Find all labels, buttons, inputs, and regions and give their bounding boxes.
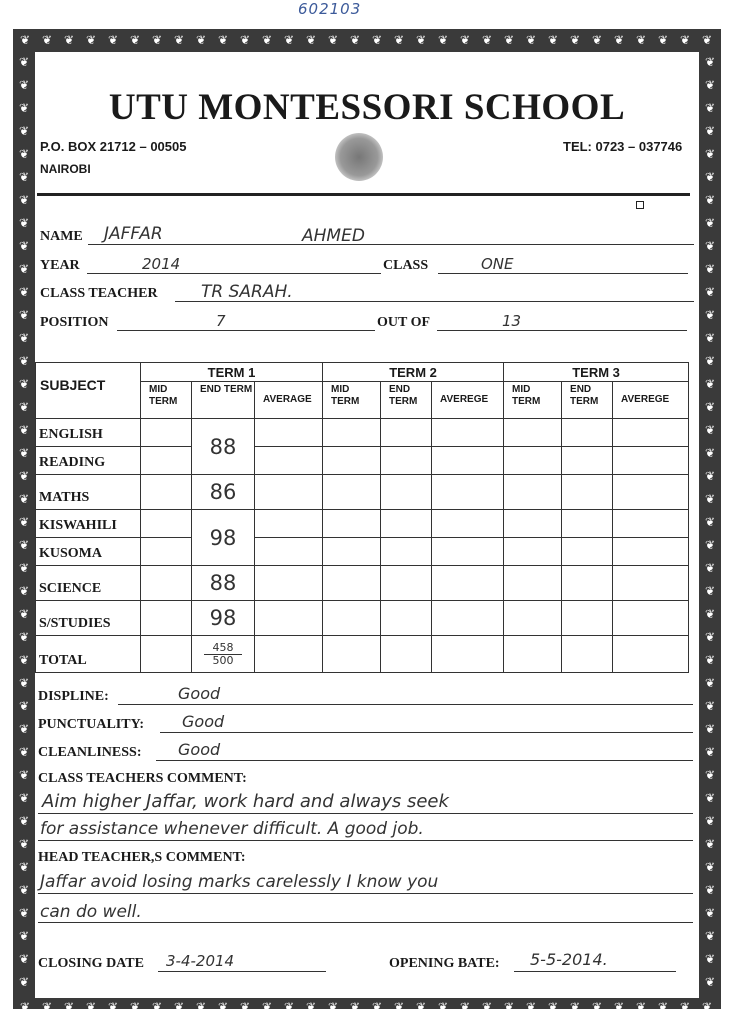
comment-line bbox=[38, 840, 693, 841]
vine-ornament-icon: ❦ bbox=[86, 33, 97, 47]
name-label: NAME bbox=[40, 229, 83, 244]
vine-ornament-icon: ❦ bbox=[705, 216, 716, 230]
vine-ornament-icon: ❦ bbox=[702, 33, 713, 47]
vine-ornament-icon: ❦ bbox=[19, 676, 30, 690]
t3-mid-term: MID TERM bbox=[504, 382, 562, 419]
vine-ornament-icon: ❦ bbox=[19, 193, 30, 207]
vine-ornament-icon: ❦ bbox=[19, 768, 30, 782]
table-row bbox=[36, 636, 689, 673]
closing-date-value: 3-4-2014 bbox=[166, 952, 235, 970]
subject-kusoma: KUSOMA bbox=[36, 538, 141, 566]
vine-ornament-icon: ❦ bbox=[19, 101, 30, 115]
subject-total: TOTAL bbox=[36, 636, 141, 673]
vine-ornament-icon: ❦ bbox=[284, 1000, 295, 1014]
vine-ornament-icon: ❦ bbox=[19, 745, 30, 759]
vine-ornament-icon: ❦ bbox=[705, 837, 716, 851]
city: NAIROBI bbox=[40, 162, 91, 176]
score-kiswahili-kusoma: 98 bbox=[192, 510, 255, 566]
vine-ornament-icon: ❦ bbox=[705, 423, 716, 437]
total-denominator: 500 bbox=[212, 653, 234, 667]
vine-ornament-icon: ❦ bbox=[328, 1000, 339, 1014]
vine-ornament-icon: ❦ bbox=[372, 1000, 383, 1014]
vine-ornament-icon: ❦ bbox=[482, 1000, 493, 1014]
vine-ornament-icon: ❦ bbox=[705, 768, 716, 782]
subject-maths: MATHS bbox=[36, 475, 141, 510]
total-numerator: 458 bbox=[204, 642, 242, 655]
school-name: UTU MONTESSORI SCHOOL bbox=[108, 87, 626, 128]
vine-ornament-icon: ❦ bbox=[108, 1000, 119, 1014]
vine-ornament-icon: ❦ bbox=[705, 722, 716, 736]
class-teacher-comment-line-1: Aim higher Jaffar, work hard and always seek bbox=[42, 791, 449, 812]
vine-ornament-icon: ❦ bbox=[416, 33, 427, 47]
vine-ornament-icon: ❦ bbox=[196, 1000, 207, 1014]
t1-average: AVERAGE bbox=[255, 382, 323, 419]
vine-ornament-icon: ❦ bbox=[19, 147, 30, 161]
vine-ornament-icon: ❦ bbox=[19, 423, 30, 437]
vine-ornament-icon: ❦ bbox=[350, 33, 361, 47]
vine-ornament-icon: ❦ bbox=[570, 1000, 581, 1014]
vine-ornament-icon: ❦ bbox=[328, 33, 339, 47]
vine-ornament-icon: ❦ bbox=[240, 33, 251, 47]
vine-ornament-icon: ❦ bbox=[705, 630, 716, 644]
vine-ornament-icon: ❦ bbox=[705, 906, 716, 920]
closing-date-line bbox=[158, 971, 326, 972]
vine-ornament-icon: ❦ bbox=[705, 331, 716, 345]
vine-ornament-icon: ❦ bbox=[705, 584, 716, 598]
vine-ornament-icon: ❦ bbox=[19, 814, 30, 828]
subject-kiswahili: KISWAHILI bbox=[36, 510, 141, 538]
vine-ornament-icon: ❦ bbox=[548, 1000, 559, 1014]
vine-ornament-icon: ❦ bbox=[705, 699, 716, 713]
vine-ornament-icon: ❦ bbox=[372, 33, 383, 47]
vine-ornament-icon: ❦ bbox=[592, 1000, 603, 1014]
t2-mid-term: MID TERM bbox=[323, 382, 381, 419]
vine-ornament-icon: ❦ bbox=[705, 124, 716, 138]
punctuality-label: PUNCTUALITY: bbox=[38, 717, 145, 732]
vine-ornament-icon: ❦ bbox=[482, 33, 493, 47]
vine-ornament-icon: ❦ bbox=[460, 33, 471, 47]
vine-ornament-icon: ❦ bbox=[19, 308, 30, 322]
vine-ornament-icon: ❦ bbox=[19, 469, 30, 483]
vine-ornament-icon: ❦ bbox=[19, 837, 30, 851]
vine-ornament-icon: ❦ bbox=[20, 1000, 31, 1014]
score-sstudies: 98 bbox=[192, 601, 255, 636]
student-last-name: AHMED bbox=[302, 226, 365, 246]
vine-ornament-icon: ❦ bbox=[705, 975, 716, 989]
vine-ornament-icon: ❦ bbox=[152, 33, 163, 47]
vine-ornament-icon: ❦ bbox=[130, 33, 141, 47]
vine-ornament-icon: ❦ bbox=[19, 906, 30, 920]
vine-ornament-icon: ❦ bbox=[19, 239, 30, 253]
vine-ornament-icon: ❦ bbox=[19, 216, 30, 230]
vine-ornament-icon: ❦ bbox=[262, 33, 273, 47]
year-value: 2014 bbox=[142, 255, 181, 273]
class-label: CLASS bbox=[383, 258, 429, 273]
opening-date-value: 5-5-2014. bbox=[530, 950, 608, 969]
vine-ornament-icon: ❦ bbox=[174, 1000, 185, 1014]
vine-ornament-icon: ❦ bbox=[19, 262, 30, 276]
vine-ornament-icon: ❦ bbox=[705, 285, 716, 299]
class-teacher-label: CLASS TEACHER bbox=[40, 286, 158, 301]
vine-ornament-icon: ❦ bbox=[416, 1000, 427, 1014]
class-teacher-value: TR SARAH. bbox=[201, 282, 293, 302]
vine-ornament-icon: ❦ bbox=[705, 262, 716, 276]
vine-ornament-icon: ❦ bbox=[438, 1000, 449, 1014]
vine-ornament-icon: ❦ bbox=[614, 1000, 625, 1014]
vine-ornament-icon: ❦ bbox=[705, 78, 716, 92]
scan-number: 602103 bbox=[298, 0, 362, 18]
vine-ornament-icon: ❦ bbox=[19, 929, 30, 943]
vine-ornament-icon: ❦ bbox=[19, 285, 30, 299]
t1-mid-term: MID TERM bbox=[141, 382, 192, 419]
vine-ornament-icon: ❦ bbox=[152, 1000, 163, 1014]
vine-ornament-icon: ❦ bbox=[306, 33, 317, 47]
vine-ornament-icon: ❦ bbox=[19, 170, 30, 184]
vine-ornament-icon: ❦ bbox=[394, 33, 405, 47]
score-science: 88 bbox=[192, 566, 255, 601]
head-teacher-comment-line-1: Jaffar avoid losing marks carelessly I know you bbox=[40, 872, 439, 892]
table-row bbox=[36, 475, 689, 510]
vine-ornament-icon: ❦ bbox=[19, 78, 30, 92]
header-divider bbox=[37, 193, 690, 196]
term-2-header: TERM 2 bbox=[323, 363, 504, 382]
vine-ornament-icon: ❦ bbox=[438, 33, 449, 47]
vine-ornament-icon: ❦ bbox=[614, 33, 625, 47]
class-teacher-comment-label: CLASS TEACHERS COMMENT: bbox=[38, 771, 247, 786]
vine-ornament-icon: ❦ bbox=[306, 1000, 317, 1014]
vine-ornament-icon: ❦ bbox=[240, 1000, 251, 1014]
vine-ornament-icon: ❦ bbox=[19, 515, 30, 529]
vine-ornament-icon: ❦ bbox=[19, 55, 30, 69]
vine-ornament-icon: ❦ bbox=[705, 515, 716, 529]
vine-ornament-icon: ❦ bbox=[705, 354, 716, 368]
subject-science: SCIENCE bbox=[36, 566, 141, 601]
score-english-reading: 88 bbox=[192, 419, 255, 475]
vine-ornament-icon: ❦ bbox=[130, 1000, 141, 1014]
vine-ornament-icon: ❦ bbox=[350, 1000, 361, 1014]
vine-ornament-icon: ❦ bbox=[196, 33, 207, 47]
punctuality-value: Good bbox=[182, 712, 225, 731]
term-3-header: TERM 3 bbox=[504, 363, 689, 382]
vine-ornament-icon: ❦ bbox=[570, 33, 581, 47]
class-line bbox=[438, 273, 688, 274]
vine-ornament-icon: ❦ bbox=[460, 1000, 471, 1014]
vine-ornament-icon: ❦ bbox=[262, 1000, 273, 1014]
vine-ornament-icon: ❦ bbox=[19, 354, 30, 368]
vine-ornament-icon: ❦ bbox=[705, 239, 716, 253]
student-first-name: JAFFAR bbox=[104, 224, 163, 244]
vine-ornament-icon: ❦ bbox=[705, 469, 716, 483]
vine-ornament-icon: ❦ bbox=[19, 607, 30, 621]
subject-header: SUBJECT bbox=[36, 363, 141, 419]
t2-average: AVEREGE bbox=[432, 382, 504, 419]
vine-ornament-icon: ❦ bbox=[284, 33, 295, 47]
vine-ornament-icon: ❦ bbox=[705, 561, 716, 575]
vine-ornament-icon: ❦ bbox=[705, 446, 716, 460]
vine-ornament-icon: ❦ bbox=[19, 791, 30, 805]
vine-ornament-icon: ❦ bbox=[504, 1000, 515, 1014]
opening-date-label: OPENING BATE: bbox=[389, 956, 500, 971]
subject-sstudies: S/STUDIES bbox=[36, 601, 141, 636]
vine-ornament-icon: ❦ bbox=[705, 883, 716, 897]
table-row bbox=[36, 447, 689, 475]
vine-ornament-icon: ❦ bbox=[19, 860, 30, 874]
closing-date-label: CLOSING DATE bbox=[38, 956, 144, 971]
year-line bbox=[87, 273, 381, 274]
vine-ornament-icon: ❦ bbox=[702, 1000, 713, 1014]
vine-ornament-icon: ❦ bbox=[64, 1000, 75, 1014]
table-row bbox=[36, 419, 689, 447]
vine-ornament-icon: ❦ bbox=[19, 883, 30, 897]
vine-ornament-icon: ❦ bbox=[108, 33, 119, 47]
vine-ornament-icon: ❦ bbox=[20, 33, 31, 47]
vine-ornament-icon: ❦ bbox=[526, 1000, 537, 1014]
comment-line bbox=[38, 922, 693, 923]
head-teacher-comment-line-2: can do well. bbox=[40, 902, 142, 922]
subject-reading: READING bbox=[36, 447, 141, 475]
vine-ornament-icon: ❦ bbox=[504, 33, 515, 47]
vine-ornament-icon: ❦ bbox=[705, 308, 716, 322]
out-of-value: 13 bbox=[502, 312, 522, 330]
vine-ornament-icon: ❦ bbox=[42, 1000, 53, 1014]
vine-ornament-icon: ❦ bbox=[19, 584, 30, 598]
vine-ornament-icon: ❦ bbox=[19, 400, 30, 414]
name-line bbox=[88, 244, 694, 245]
vine-ornament-icon: ❦ bbox=[19, 377, 30, 391]
discipline-line bbox=[118, 704, 693, 705]
vine-ornament-icon: ❦ bbox=[705, 377, 716, 391]
vine-ornament-icon: ❦ bbox=[705, 193, 716, 207]
vine-ornament-icon: ❦ bbox=[19, 561, 30, 575]
table-row bbox=[36, 538, 689, 566]
out-of-line bbox=[437, 330, 687, 331]
subject-english: ENGLISH bbox=[36, 419, 141, 447]
vine-ornament-icon: ❦ bbox=[705, 147, 716, 161]
discipline-value: Good bbox=[178, 684, 221, 703]
cleanliness-value: Good bbox=[178, 740, 221, 759]
vine-ornament-icon: ❦ bbox=[19, 124, 30, 138]
vine-ornament-icon: ❦ bbox=[705, 653, 716, 667]
vine-ornament-icon: ❦ bbox=[658, 33, 669, 47]
vine-ornament-icon: ❦ bbox=[218, 33, 229, 47]
vine-ornament-icon: ❦ bbox=[705, 952, 716, 966]
t3-end-term: END TERM bbox=[562, 382, 613, 419]
score-total bbox=[192, 636, 255, 673]
vine-ornament-icon: ❦ bbox=[86, 1000, 97, 1014]
vine-ornament-icon: ❦ bbox=[705, 676, 716, 690]
vine-ornament-icon: ❦ bbox=[705, 745, 716, 759]
position-line bbox=[117, 330, 375, 331]
head-teacher-comment-label: HEAD TEACHER,S COMMENT: bbox=[38, 850, 246, 865]
vine-ornament-icon: ❦ bbox=[705, 492, 716, 506]
vine-ornament-icon: ❦ bbox=[705, 791, 716, 805]
vine-ornament-icon: ❦ bbox=[705, 538, 716, 552]
cleanliness-line bbox=[156, 760, 693, 761]
vine-ornament-icon: ❦ bbox=[705, 170, 716, 184]
vine-ornament-icon: ❦ bbox=[218, 1000, 229, 1014]
punctuality-line bbox=[160, 732, 693, 733]
table-row bbox=[36, 601, 689, 636]
vine-ornament-icon: ❦ bbox=[19, 952, 30, 966]
vine-ornament-icon: ❦ bbox=[394, 1000, 405, 1014]
class-value: ONE bbox=[481, 255, 514, 273]
class-teacher-comment-line-2: for assistance whenever difficult. A good job. bbox=[40, 819, 424, 839]
vine-ornament-icon: ❦ bbox=[548, 33, 559, 47]
vine-ornament-icon: ❦ bbox=[19, 630, 30, 644]
results-table bbox=[35, 362, 688, 673]
opening-date-line bbox=[514, 971, 676, 972]
vine-ornament-icon: ❦ bbox=[19, 331, 30, 345]
vine-ornament-icon: ❦ bbox=[19, 653, 30, 667]
vine-ornament-icon: ❦ bbox=[526, 33, 537, 47]
vine-ornament-icon: ❦ bbox=[705, 400, 716, 414]
cleanliness-label: CLEANLINESS: bbox=[38, 745, 142, 760]
vine-ornament-icon: ❦ bbox=[636, 1000, 647, 1014]
vine-ornament-icon: ❦ bbox=[19, 446, 30, 460]
vine-ornament-icon: ❦ bbox=[705, 860, 716, 874]
comment-line bbox=[38, 813, 693, 814]
vine-ornament-icon: ❦ bbox=[64, 33, 75, 47]
comment-line bbox=[38, 893, 693, 894]
po-box: P.O. BOX 21712 – 00505 bbox=[40, 139, 187, 154]
vine-ornament-icon: ❦ bbox=[19, 538, 30, 552]
vine-ornament-icon: ❦ bbox=[19, 722, 30, 736]
position-label: POSITION bbox=[40, 315, 109, 330]
vine-ornament-icon: ❦ bbox=[174, 33, 185, 47]
vine-ornament-icon: ❦ bbox=[658, 1000, 669, 1014]
vine-ornament-icon: ❦ bbox=[705, 101, 716, 115]
telephone: TEL: 0723 – 037746 bbox=[563, 139, 683, 154]
vine-ornament-icon: ❦ bbox=[19, 492, 30, 506]
term-1-header: TERM 1 bbox=[141, 363, 323, 382]
vine-ornament-icon: ❦ bbox=[19, 975, 30, 989]
checkbox-icon bbox=[636, 201, 644, 209]
school-crest-icon bbox=[335, 133, 383, 181]
vine-ornament-icon: ❦ bbox=[680, 33, 691, 47]
vine-ornament-icon: ❦ bbox=[42, 33, 53, 47]
t1-end-term: END TERM bbox=[192, 382, 255, 419]
table-row bbox=[36, 566, 689, 601]
year-label: YEAR bbox=[40, 258, 80, 273]
vine-ornament-icon: ❦ bbox=[680, 1000, 691, 1014]
position-value: 7 bbox=[216, 312, 226, 330]
table-row bbox=[36, 510, 689, 538]
vine-ornament-icon: ❦ bbox=[705, 814, 716, 828]
t2-end-term: END TERM bbox=[381, 382, 432, 419]
t3-average: AVEREGE bbox=[613, 382, 689, 419]
vine-ornament-icon: ❦ bbox=[705, 929, 716, 943]
vine-ornament-icon: ❦ bbox=[705, 55, 716, 69]
vine-ornament-icon: ❦ bbox=[19, 699, 30, 713]
vine-ornament-icon: ❦ bbox=[592, 33, 603, 47]
out-of-label: OUT OF bbox=[377, 315, 431, 330]
vine-ornament-icon: ❦ bbox=[636, 33, 647, 47]
vine-ornament-icon: ❦ bbox=[705, 607, 716, 621]
score-maths: 86 bbox=[192, 475, 255, 510]
discipline-label: DISPLINE: bbox=[38, 689, 109, 704]
